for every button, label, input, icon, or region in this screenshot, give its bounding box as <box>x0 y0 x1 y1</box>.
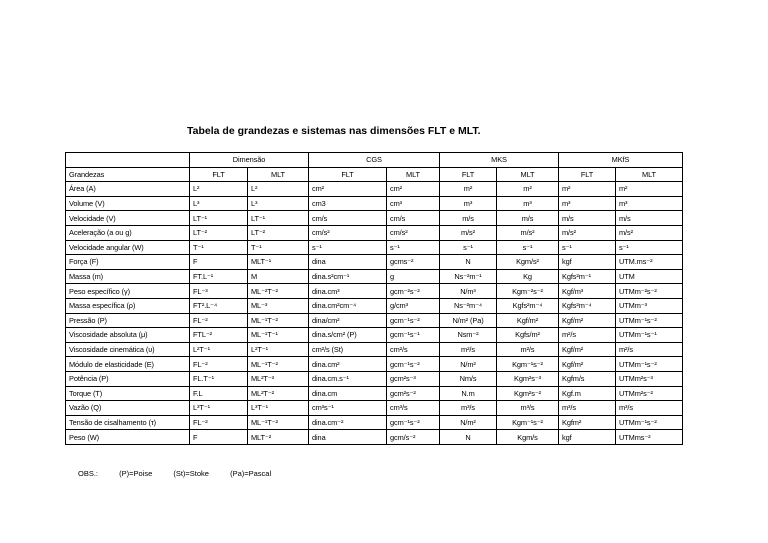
table-cell: m³/s <box>616 401 683 416</box>
table-cell: Nsm⁻² <box>440 328 497 343</box>
quantity-name-cell: Vazão (Q) <box>66 401 190 416</box>
group-header-mks: MKS <box>440 153 559 168</box>
table-cell: m/s² <box>616 225 683 240</box>
table-cell: dina.cm³ <box>309 284 387 299</box>
table-cell: m/s <box>440 211 497 226</box>
table-cell: ML⁻¹T⁻² <box>248 357 309 372</box>
table-cell: Ns⁻²m⁻¹ <box>440 269 497 284</box>
table-cell: m³ <box>497 196 559 211</box>
table-cell: dina.s²cm⁻¹ <box>309 269 387 284</box>
table-cell: Kgf/m³ <box>559 284 616 299</box>
table-cell: m²/s <box>440 342 497 357</box>
table-row <box>66 313 683 328</box>
table-cell: Kgfm/s <box>559 371 616 386</box>
table-cell: dina.cm² <box>309 357 387 372</box>
table-cell: dina <box>309 255 387 270</box>
table-cell: L² <box>248 182 309 197</box>
table-cell: Kgm²s⁻³ <box>497 371 559 386</box>
table-row <box>66 269 683 284</box>
table-cell: Kgm⁻¹s⁻² <box>497 357 559 372</box>
table-cell: m²/s <box>616 342 683 357</box>
table-cell: Nm/s <box>440 371 497 386</box>
sub-header-cell: MLT <box>387 167 440 182</box>
quantity-name-cell: Peso específico (γ) <box>66 284 190 299</box>
table-row <box>66 255 683 270</box>
table-cell: LT⁻² <box>190 225 248 240</box>
table-cell: Kgm/s <box>497 430 559 445</box>
table-cell: s⁻¹ <box>387 240 440 255</box>
table-cell: cm3 <box>309 196 387 211</box>
obs-label: OBS.: <box>78 469 99 478</box>
quantity-name-cell: Potência (P) <box>66 371 190 386</box>
table-cell: F.L <box>190 386 248 401</box>
quantity-name-cell: Área (A) <box>66 182 190 197</box>
table-cell: gcm⁻¹s⁻² <box>387 415 440 430</box>
quantity-name-cell: Velocidade angular (W) <box>66 240 190 255</box>
quantity-name-cell: Massa (m) <box>66 269 190 284</box>
table-cell: UTMm⁻¹s⁻¹ <box>616 328 683 343</box>
sub-header-cell: MLT <box>497 167 559 182</box>
table-cell: UTMm⁻³ <box>616 298 683 313</box>
table-cell: ML⁻¹T⁻² <box>248 313 309 328</box>
table-cell: dina.cm⁻² <box>309 415 387 430</box>
sub-header-cell: FLT <box>440 167 497 182</box>
quantity-name-cell: Torque (T) <box>66 386 190 401</box>
table-cell: m/s <box>616 211 683 226</box>
table-body <box>66 153 683 445</box>
table-cell: dina/cm² <box>309 313 387 328</box>
table-cell: ML⁻³ <box>248 298 309 313</box>
table-cell: L³T⁻¹ <box>248 401 309 416</box>
table-cell: Kgfs²m⁻¹ <box>559 269 616 284</box>
table-cell: LT⁻¹ <box>248 211 309 226</box>
table-cell: m/s² <box>440 225 497 240</box>
quantity-name-cell: Massa específica (ρ) <box>66 298 190 313</box>
table-cell: g <box>387 269 440 284</box>
table-cell: gcms⁻² <box>387 255 440 270</box>
table-cell: Kgf/m² <box>559 342 616 357</box>
table-cell: Kgm⁻¹s⁻² <box>497 415 559 430</box>
table-cell: L³ <box>248 196 309 211</box>
table-cell: N <box>440 430 497 445</box>
table-cell: m² <box>497 182 559 197</box>
table-cell: m³/s <box>440 401 497 416</box>
sub-header-cell: FLT <box>559 167 616 182</box>
table-cell: gcm⁻¹s⁻¹ <box>387 328 440 343</box>
grandezas-header: Grandezas <box>66 167 190 182</box>
table-cell: LT⁻¹ <box>190 211 248 226</box>
table-cell: cm/s² <box>309 225 387 240</box>
header-cell <box>66 153 190 168</box>
table-row <box>66 284 683 299</box>
table-cell: FL⁻² <box>190 357 248 372</box>
table-cell: s⁻¹ <box>559 240 616 255</box>
table-cell: cm² <box>387 182 440 197</box>
table-cell: gcm⁻¹s⁻² <box>387 357 440 372</box>
sub-header-cell: FLT <box>309 167 387 182</box>
table-cell: s⁻¹ <box>440 240 497 255</box>
table-cell: cm³ <box>387 196 440 211</box>
table-row <box>66 225 683 240</box>
table-cell: UTMms⁻² <box>616 430 683 445</box>
table-row <box>66 357 683 372</box>
table-cell: N/m³ <box>440 284 497 299</box>
table-cell: UTMm⁻¹s⁻² <box>616 313 683 328</box>
table-cell: gcm/s⁻² <box>387 430 440 445</box>
table-cell: Kgf/m² <box>497 313 559 328</box>
quantity-name-cell: Aceleração (a ou g) <box>66 225 190 240</box>
table-cell: cm/s² <box>387 225 440 240</box>
table-cell: UTM.ms⁻² <box>616 255 683 270</box>
table-cell: FL⁻² <box>190 313 248 328</box>
table-cell: UTMm⁻¹s⁻² <box>616 357 683 372</box>
table-cell: ML²T⁻² <box>248 386 309 401</box>
group-header-row <box>66 153 683 168</box>
obs-item: (St)=Stoke <box>173 469 209 478</box>
table-cell: UTMm⁻²s⁻² <box>616 284 683 299</box>
table-cell: cm² <box>309 182 387 197</box>
table-cell: UTMm²s⁻³ <box>616 371 683 386</box>
table-cell: dina.s/cm² (P) <box>309 328 387 343</box>
quantity-name-cell: Módulo de elasticidade (E) <box>66 357 190 372</box>
obs-item: (Pa)=Pascal <box>230 469 272 478</box>
table-cell: m³ <box>616 196 683 211</box>
sub-header-cell: MLT <box>616 167 683 182</box>
table-cell: g/cm³ <box>387 298 440 313</box>
table-cell: cm³s⁻¹ <box>309 401 387 416</box>
table-cell: gcm²s⁻³ <box>387 371 440 386</box>
table-cell: M <box>248 269 309 284</box>
table-cell: T⁻¹ <box>190 240 248 255</box>
table-row <box>66 196 683 211</box>
table-cell: cm/s <box>309 211 387 226</box>
table-cell: Kgfm² <box>559 415 616 430</box>
table-cell: L³ <box>190 196 248 211</box>
table-row <box>66 240 683 255</box>
table-cell: Kgfs/m² <box>497 328 559 343</box>
table-cell: Kgf.m <box>559 386 616 401</box>
table-cell: gcm²s⁻² <box>387 386 440 401</box>
sub-header-cell: MLT <box>248 167 309 182</box>
table-row <box>66 211 683 226</box>
table-cell: dina.cm.s⁻¹ <box>309 371 387 386</box>
table-cell: FL⁻³ <box>190 284 248 299</box>
group-header-dimensao: Dimensão <box>190 153 309 168</box>
table-row <box>66 371 683 386</box>
obs-item: (P)=Poise <box>119 469 153 478</box>
table-cell: FL⁻² <box>190 415 248 430</box>
table-cell: m³ <box>559 196 616 211</box>
table-cell: m/s <box>497 211 559 226</box>
quantity-name-cell: Tensão de cisalhamento (τ) <box>66 415 190 430</box>
table-row <box>66 430 683 445</box>
table-cell: L²T⁻¹ <box>248 342 309 357</box>
quantity-name-cell: Volume (V) <box>66 196 190 211</box>
table-cell: s⁻¹ <box>497 240 559 255</box>
group-header-mkfs: MKfS <box>559 153 683 168</box>
table-cell: FTL⁻² <box>190 328 248 343</box>
quantity-name-cell: Força (F) <box>66 255 190 270</box>
table-cell: Kg <box>497 269 559 284</box>
sub-header-cell: FLT <box>190 167 248 182</box>
table-cell: Kgm/s² <box>497 255 559 270</box>
table-cell: Kgf/m² <box>559 357 616 372</box>
table-cell: ML⁻¹T⁻² <box>248 415 309 430</box>
table-cell: m² <box>616 182 683 197</box>
table-cell: ML²T⁻³ <box>248 371 309 386</box>
table-cell: LT⁻² <box>248 225 309 240</box>
table-row <box>66 386 683 401</box>
sub-header-row <box>66 167 683 182</box>
table-cell: m/s <box>559 211 616 226</box>
table-cell: m/s² <box>497 225 559 240</box>
table-cell: Kgm²s⁻² <box>497 386 559 401</box>
table-cell: s⁻¹ <box>309 240 387 255</box>
table-cell: m/s² <box>559 225 616 240</box>
table-cell: dina.cm <box>309 386 387 401</box>
table-cell: m²/s <box>559 328 616 343</box>
table-cell: gcm⁻²s⁻² <box>387 284 440 299</box>
table-row <box>66 342 683 357</box>
quantities-table <box>65 152 683 445</box>
quantity-name-cell: Viscosidade cinemática (υ) <box>66 342 190 357</box>
table-cell: Kgfs²m⁻⁴ <box>559 298 616 313</box>
table-cell: dina <box>309 430 387 445</box>
table-cell: Kgm⁻²s⁻² <box>497 284 559 299</box>
table-cell: N <box>440 255 497 270</box>
table-cell: UTMm⁻¹s⁻² <box>616 415 683 430</box>
table-cell: N/m² (Pa) <box>440 313 497 328</box>
table-cell: L²T⁻¹ <box>190 342 248 357</box>
table-cell: N/m² <box>440 357 497 372</box>
table-row <box>66 328 683 343</box>
table-title: Tabela de grandezas e sistemas nas dimensões FLT e MLT. <box>187 125 481 137</box>
table-cell: FT².L⁻⁴ <box>190 298 248 313</box>
table-row <box>66 298 683 313</box>
table-cell: dina.cm²cm⁻⁴ <box>309 298 387 313</box>
table-cell: m³/s <box>497 401 559 416</box>
table-cell: ML⁻¹T⁻¹ <box>248 328 309 343</box>
table-cell: UTM <box>616 269 683 284</box>
table-cell: m²/s <box>497 342 559 357</box>
table-cell: kgf <box>559 255 616 270</box>
table-cell: m³/s <box>559 401 616 416</box>
group-header-cgs: CGS <box>309 153 440 168</box>
table-row <box>66 415 683 430</box>
quantity-name-cell: Peso (W) <box>66 430 190 445</box>
table-cell: m² <box>559 182 616 197</box>
table-cell: N/m² <box>440 415 497 430</box>
table-row <box>66 182 683 197</box>
table-cell: MLT⁻² <box>248 430 309 445</box>
quantity-name-cell: Viscosidade absoluta (μ) <box>66 328 190 343</box>
table-cell: cm³/s <box>387 401 440 416</box>
table-cell: m³ <box>440 196 497 211</box>
table-cell: ML⁻²T⁻² <box>248 284 309 299</box>
table-cell: N.m <box>440 386 497 401</box>
table-cell: F <box>190 255 248 270</box>
table-cell: L³T⁻¹ <box>190 401 248 416</box>
table-cell: MLT⁻¹ <box>248 255 309 270</box>
table-cell: m² <box>440 182 497 197</box>
table-cell: UTMm²s⁻² <box>616 386 683 401</box>
quantity-name-cell: Pressão (P) <box>66 313 190 328</box>
table-cell: FT.L⁻¹ <box>190 269 248 284</box>
table-row <box>66 401 683 416</box>
table-cell: L² <box>190 182 248 197</box>
quantity-name-cell: Velocidade (V) <box>66 211 190 226</box>
table-cell: cm²/s <box>387 342 440 357</box>
obs-note <box>78 469 289 478</box>
table-cell: kgf <box>559 430 616 445</box>
table-cell: cm²/s (St) <box>309 342 387 357</box>
table-cell: T⁻¹ <box>248 240 309 255</box>
table-cell: s⁻¹ <box>616 240 683 255</box>
table-cell: Kgfs²m⁻⁴ <box>497 298 559 313</box>
table-cell: cm/s <box>387 211 440 226</box>
table-cell: gcm⁻¹s⁻² <box>387 313 440 328</box>
table-cell: Ns⁻²m⁻⁴ <box>440 298 497 313</box>
table-cell: FL.T⁻¹ <box>190 371 248 386</box>
table-cell: F <box>190 430 248 445</box>
table-cell: Kgf/m² <box>559 313 616 328</box>
